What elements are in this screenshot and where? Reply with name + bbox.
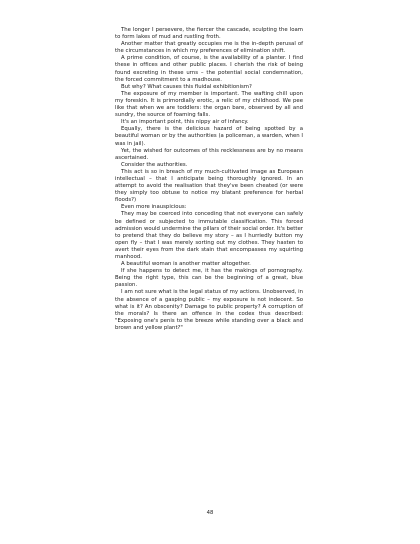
paragraph: But why? What causes this fluidal exhibitionism? [121, 83, 252, 90]
paragraph: A prime condition, of course, is the availability of a planter. I find these in offices and other public places. I cherish the risk of being found excreting in these urns – the potential social condemnation, the forced commitment to a madhouse. [115, 55, 303, 83]
paragraph: Equally, there is the delicious hazard of being spotted by a beautiful woman or by the authorities (a policeman, a warden, when I was in jail). [115, 126, 303, 147]
paragraph: If she happens to detect me, it has the makings of pornography. Being the right type, this can be the beginning of a great, blue passion. [115, 268, 303, 289]
paragraph: The exposure of my member is important. The wafting chill upon my foreskin. It is primordially erotic, a relic of my childhood. We pee like that when we are toddlers: the organ bare, observed by all and sundry, the source of foaming falls. [115, 90, 303, 119]
body-text [115, 27, 303, 332]
paragraph: It's an important point, this nippy air of infancy. [121, 119, 249, 126]
paragraph: They may be coerced into conceding that not everyone can safely be defined or subjected to immutable classification. This forced admission would undermine the pillars of their social order. It's better to pretend that they do believe my story – as I hurriedly button my open fly – that I was merely sorting out my clothes. They hasten to avert their eyes from the dark stain that encompasses my squirting manhood. [115, 211, 303, 260]
paragraph: Another matter that greatly occupies me is the in-depth perusal of the circumstances in which my preferences of elimination shift. [115, 41, 303, 55]
paragraph: A beautiful woman is another matter altogether. [121, 261, 251, 268]
paragraph: Consider the authorities. [121, 161, 188, 168]
paragraph: This act is so in breach of my much-cultivated image as European intellectual – that I anticipate being thoroughly ignored. In an attempt to avoid the realisation that they've been cheated (or were they simply too obtuse to notice my blatant preference for herbal floods?) [115, 168, 303, 204]
paragraph: Even more inauspicious: [121, 204, 187, 211]
page-number: 48 [206, 510, 214, 516]
paragraph: The longer I persevere, the fiercer the cascade, sculpting the loam to form lakes of mud and rustling froth. [115, 27, 303, 41]
paragraph: Yet, the wished for outcomes of this recklessness are by no means ascertained. [115, 147, 303, 161]
paragraph: I am not sure what is the legal status of my actions. Unobserved, in the absence of a gasping public – my exposure is not indecent. So what is it? An obscenity? Damage to public property? A corruption of the morals? Is there an offence in the codex thus described: "Exposing one's penis to the breeze while standing over a black and brown and yellow plant?" [115, 289, 303, 331]
